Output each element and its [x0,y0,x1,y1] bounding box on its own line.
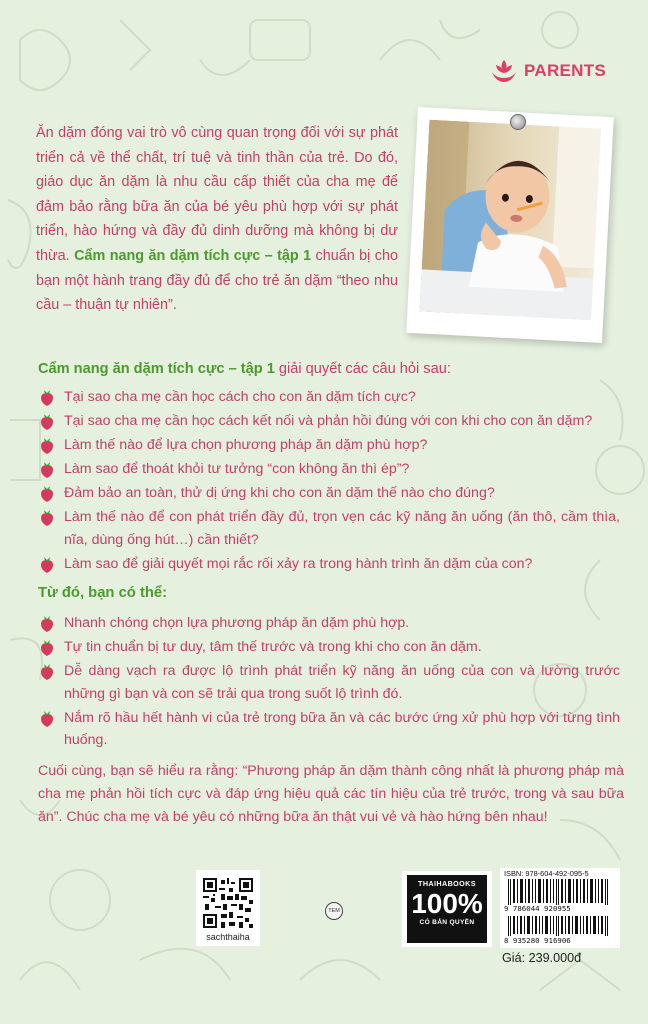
list-item [40,458,620,481]
lotus-hands-icon [490,58,518,84]
brand-logo [490,58,606,84]
strawberry-icon [40,556,54,573]
qr-code-pattern [203,878,253,928]
strawberry-icon [40,639,54,656]
list-item [40,612,620,635]
questions-heading-highlight: Cẩm nang ăn dặm tích cực – tập 1 [38,361,275,377]
badge-publisher: THAIHABOOKS [418,879,476,888]
strawberry-icon [40,663,54,680]
strawberry-icon [40,413,54,430]
strawberry-icon [40,461,54,478]
list-item [40,506,620,551]
list-item [40,707,620,752]
list-item [40,660,620,705]
tem-stamp: TEM [325,902,343,920]
strawberry-icon [40,615,54,632]
intro-paragraph [36,121,398,318]
qr-code [196,870,260,946]
ean-digits: 9 786044 920955 [504,904,571,913]
strawberry-icon [40,509,54,526]
qr-label: sachthaiha [206,932,250,942]
isbn-number: ISBN: 978-604-492-095-5 [504,869,589,878]
list-item-text: Nắm rõ hầu hết hành vi của trẻ trong bữa ăn và các bước ứng xử phù hợp với từng tình huống. [64,709,620,749]
badge-copyright: CÓ BẢN QUYỀN [419,919,475,926]
benefits-heading: Từ đó, bạn có thể: [38,585,168,601]
list-item-text: Làm thế nào để lựa chọn phương pháp ăn dặm phù hợp? [64,436,428,453]
list-item [40,553,620,576]
price-label: Giá: 239.000đ [502,951,582,965]
copyright-badge [402,871,492,947]
intro-text-end: chuẩn bị cho bạn một hành trang đầy đủ để cho trẻ ăn dặm “theo nhu cầu – thuận tự nhiên”. [36,247,399,314]
benefits-list [40,612,620,753]
list-item [40,636,620,659]
book-title-highlight: Cẩm nang ăn dặm tích cực – tập 1 [74,247,312,264]
list-item-text: Làm thế nào để con phát triển đầy đủ, trọn vẹn các kỹ năng ăn uống (ăn thô, cầm thìa, nĩa, dùng ống hút…) cần thiết? [64,508,620,548]
list-item-text: Tại sao cha mẹ cần học cách kết nối và phản hồi đúng với con khi cho con ăn dặm? [64,412,593,429]
barcode [500,868,620,948]
list-item [40,434,620,457]
photo-pin [510,114,526,130]
questions-heading-rest: giải quyết các câu hỏi sau: [274,361,451,377]
list-item [40,386,620,409]
questions-list [40,386,620,576]
baby-photo [406,107,614,343]
list-item [40,482,620,505]
closing-paragraph: Cuối cùng, bạn sẽ hiểu ra rằng: “Phương pháp ăn dặm thành công nhất là phương pháp mà cha mẹ phản hồi tích cực và đáp ứng hiệu quả các tín hiệu của trẻ trước, trong và sau bữa ăn”. Chúc cha mẹ và bé yêu có những bữa ăn thật vui vẻ và hào hứng bên nhau! [38,763,624,825]
strawberry-icon [40,389,54,406]
list-item-text: Làm sao để thoát khỏi tư tưởng “con không ăn thì ép”? [64,460,410,477]
list-item-text: Đảm bảo an toàn, thử dị ứng khi cho con ăn dặm thế nào cho đúng? [64,484,495,501]
baby-photo-illustration [419,120,601,321]
list-item-text: Dễ dàng vạch ra được lộ trình phát triển kỹ năng ăn uống của con và lường trước những gì bạn và con sẽ trải qua trong suốt lộ trình đó. [64,662,620,702]
list-item [40,410,620,433]
strawberry-icon [40,437,54,454]
list-item-text: Tại sao cha mẹ cần học cách cho con ăn dặm tích cực? [64,389,416,405]
brand-name: PARENTS [524,61,607,80]
list-item-text: Nhanh chóng chọn lựa phương pháp ăn dặm phù hợp. [64,615,410,631]
list-item-text: Làm sao để giải quyết mọi rắc rối xảy ra trong hành trình ăn dặm của con? [64,555,533,572]
badge-percent: 100% [411,888,483,919]
second-barcode-digits: 8 935280 916906 [504,936,571,945]
strawberry-icon [40,710,54,727]
list-item-text: Tự tin chuẩn bị tư duy, tâm thế trước và trong khi cho con ăn dặm. [64,638,482,655]
questions-heading [38,361,451,377]
strawberry-icon [40,485,54,502]
intro-text: Ăn dặm đóng vai trò vô cùng quan trọng đối với sự phát triển cả về thể chất, trí tuệ và tinh thần của trẻ. Do đó, giáo dục ăn dặm là nhu cầu cấp thiết của cha mẹ để đảm bảo rằng bữa ăn của bé yêu phù hợp với sự phát triển, hào hứng và đầy đủ dinh dưỡng mà không bị dư thừa. [36,125,398,264]
